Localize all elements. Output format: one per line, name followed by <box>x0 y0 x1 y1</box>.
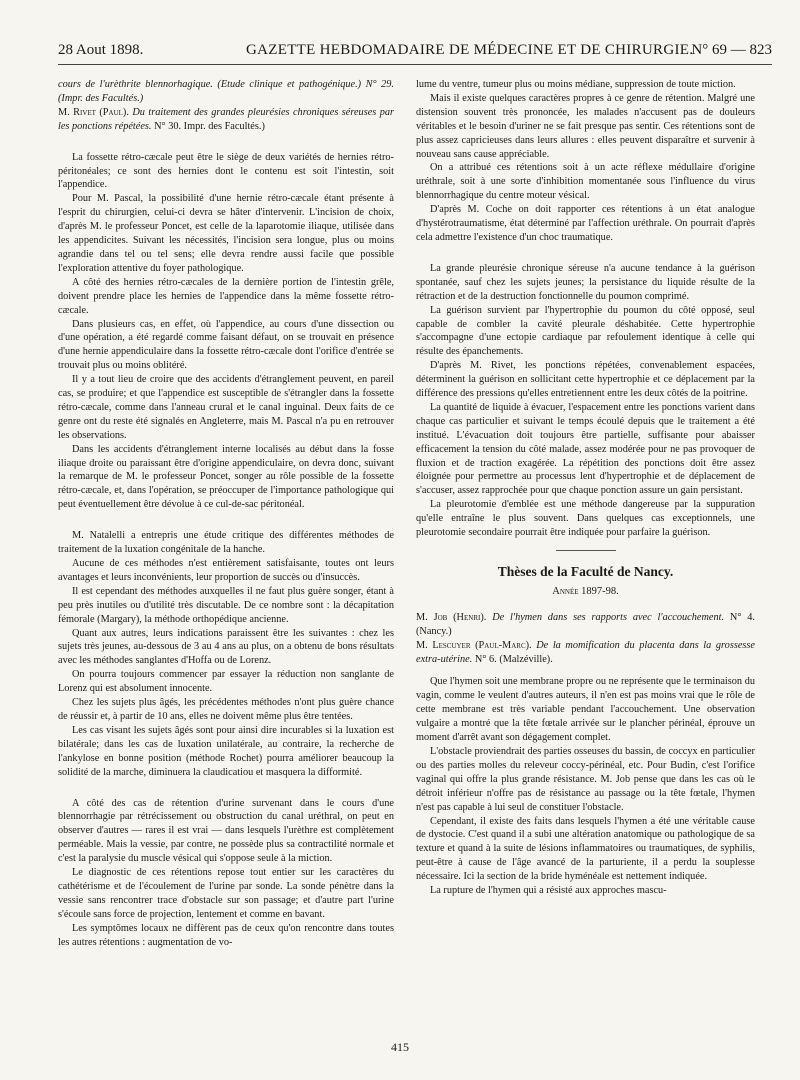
paragraph: D'après M. Coche on doit rapporter ces rétentions à un état analogue d'hystérotraumatisme, état déterminé par l'affection uréthrale. On pourrait d'après cela admettre l'existence d'un choc traumatique. <box>416 204 755 243</box>
thesis-title: Du traitement des grandes pleurésies chroniques séreuses par les ponctions répétées. <box>58 106 394 132</box>
paragraph: M. Natalelli a entrepris une étude critique des différentes méthodes de traitement de la luxation congénitale de la hanche. <box>58 530 394 556</box>
paragraph: On a attribué ces rétentions soit à un acte réflexe médullaire d'origine uréthrale, soit à une sorte d'inhibition momentanée sous l'influence du virus blennorrhagique du centre moteur vésical. <box>416 162 755 202</box>
paragraph: Aucune de ces méthodes n'est entièrement satisfaisante, toutes ont leurs avantages et leurs inconvénients, leur proportion de succès ou d'insuccès. <box>58 558 394 583</box>
paragraph: La pleurotomie d'emblée est une méthode dangereuse par la suppuration qu'elle entraîne le plus souvent. Dans quelques cas exceptionnels, une pleurotomie secondaire pourrait être indiquée pour parfaire la guérison. <box>416 499 755 539</box>
header-date: 28 Aout 1898. <box>58 42 144 58</box>
paragraph: La guérison survient par l'hypertrophie du poumon du côté opposé, seul capable de combler la cavité pleurale déshabitée. Cette hypertrophie s'accompagne d'une ectopie cardiaque par refoulement identique à celle qui résulte des épanchements. <box>416 304 755 358</box>
thesis-number: N° 30. Impr. des Facultés.) <box>154 120 265 132</box>
paragraph: La rupture de l'hymen qui a résisté aux approches mascu- <box>430 885 667 897</box>
paragraph: La grande pleurésie chronique séreuse n'a aucune tendance à la guérison spontanée, sauf chez les sujets jeunes; la persistance du liquide résulte de la rétraction et de la destruction fonctionnelle du poumon comprimé. <box>416 262 755 302</box>
author-name: M. Rivet (Paul). <box>58 106 129 118</box>
left-column <box>58 78 394 949</box>
reference-continued: cours de l'urèthrite blennorhagique. (Etude clinique et pathogénique.) N° 29. (Impr. des Facultés.) <box>58 79 394 104</box>
thesis-title: De l'hymen dans ses rapports avec l'accouchement. <box>492 611 725 623</box>
author-name: M. Lescuyer (Paul-Marc). <box>416 639 532 651</box>
paragraph: A côté des hernies rétro-cæcales de la dernière portion de l'intestin grêle, doivent prendre place les hernies de l'appendice dans la même fossette rétro-cæcale. <box>58 276 394 316</box>
thesis-number: N° 4. (Nancy.) <box>416 611 756 637</box>
section-divider <box>556 550 616 551</box>
reference-job <box>416 611 755 639</box>
paragraph: lume du ventre, tumeur plus ou moins médiane, suppression de toute miction. <box>416 79 736 90</box>
running-header <box>58 40 772 65</box>
paragraph: Il y a tout lieu de croire que des accidents d'étranglement peuvent, en pareil cas, se produire; et que l'appendice est susceptible de s'étrangler dans la fossette rétro-cæcale, comme dans l'anneau crural et le canal inguinal. Deux faits de ce genre ont du reste été signalés en Angleterre, mais M. Pascal n'a pu en retrouver les observations. <box>58 374 394 441</box>
paragraph: Les symptômes locaux ne diffèrent pas de ceux qu'on rencontre dans toutes les autres rétentions : augmentation de vo- <box>58 922 394 948</box>
paragraph: La quantité de liquide à évacuer, l'espacement entre les ponctions varient dans chaque cas particulier et suivant le temps écoulé depuis que le traitement a été institué. L'évacuation doit toujours être partielle, suffisante pour abaisser efficacement la tension du côté malade, assez modérée pour ne pas provoquer de fluxion et de traction exagérée. La répétition des ponctions doit être assez éloignée pour permettre au processus lent d'hypertrophie et de déplacement de s'accuser, assez rapprochée pour que chaque ponction assure un gain persistant. <box>416 401 755 497</box>
page-number: 415 <box>391 1040 409 1054</box>
paragraph: Mais il existe quelques caractères propres à ce genre de rétention. Malgré une distension souvent très prononcée, les malades n'accusent pas de douleurs véritables et le besoin d'uriner ne se fait presque pas sentir. Ces rétentions sont de plus assez capricieuses dans leurs allures : elles peuvent disparaître et survenir à nouveau sans cause appréciable. <box>416 92 755 160</box>
paragraph: On pourra toujours commencer par essayer la réduction non sanglante de Lorenz qui est absolument innocente. <box>58 669 394 695</box>
paragraph: Le diagnostic de ces rétentions repose tout entier sur les caractères du cathétérisme et de l'écoulement de l'urine par sonde. La sonde pénètre dans la vessie sans rencontrer trace d'obstacle sur son passage; et d'autre part l'urine s'écoule sans force de projection, lentement et comme en bavant. <box>58 867 394 920</box>
paragraph: Que l'hymen soit une membrane propre ou ne représente que le terminaison du vagin, comme le veulent d'autres auteurs, il n'en est pas moins vrai que le rôle de cette membrane est très variable pendant l'accouchement. Une observation vulgaire a montré que la tête fœtale arrivée sur le plancher périnéal, éprouve un moment d'arrêt avant son dégagement complet. <box>416 676 755 744</box>
paragraph: Il est cependant des méthodes auxquelles il ne faut plus guère songer, étant à peu près inutiles ou d'utilité très discutable. De ce nombre sont : la décapitation fémorale (Margary), la méthode orthopédique ancienne. <box>58 585 394 625</box>
thesis-title: De la momification du placenta dans la grossesse extra-utérine. <box>416 639 755 665</box>
academic-year: Année 1897-98. <box>552 585 619 597</box>
paragraph: La fossette rétro-cæcale peut être le siège de deux variétés de hernies rétro-péritonéales; ce sont des hernies dont le contenu est soit l'intestin, soit l'appendice. <box>58 151 394 191</box>
paragraph: L'obstacle proviendrait des parties osseuses du bassin, de coccyx en particulier ou des parties molles du releveur coccy-périnéal, etc. Pour Budin, c'est l'orifice vaginal qui offre la plus grande résistance. M. Job pense que dans les cas où le détroit inférieur n'offre pas de résistance au passage ou la tête fœtale, l'hymen n'est pas capable à lui seul de constituer l'obstacle. <box>416 745 755 813</box>
right-column <box>416 78 755 898</box>
journal-title: GAZETTE HEBDOMADAIRE DE MÉDECINE ET DE CHIRURGIE. <box>246 42 694 58</box>
paragraph: Chez les sujets plus âgés, les précédentes méthodes n'ont plus guère chance de réussir et, à partir de 10 ans, elles ne doivent même plus être tentées. <box>58 697 394 722</box>
reference-rivet <box>58 106 394 134</box>
paragraph: Pour M. Pascal, la possibilité d'une hernie rétro-cæcale étant présente à l'esprit du chirurgien, celui-ci devra se hâter d'intervenir. L'incision de choix, d'après M. le professeur Poncet, est celle de la laparotomie iliaque, utilisée dans les appendicites. Suivant les nécessités, l'incision sera longue, plus ou moins agrandie dans tel ou tel sens; elle devra rendre aussi facile que possible l'exploration attentive du foyer pathologique. <box>58 193 394 274</box>
paragraph: D'après M. Rivet, les ponctions répétées, convenablement espacées, déterminent la guérison en sollicitant cette hypertrophie et ce déplacement par la différence des pressions qu'elles entretiennent entre les deux côtés de la poitrine. <box>416 360 755 400</box>
author-name: M. Job (Henri). <box>416 611 487 623</box>
paragraph: A côté des cas de rétention d'urine survenant dans le cours d'une blennorrhagie par rétrécissement ou obstruction du canal uréthral, on peut en observer d'autres — rares il est vrai — dans lesquels l'urèthre est complètement perméable. Mais la vessie, par contre, ne possède plus sa contractilité normale et c'est la paralysie du muscle vésical qui s'oppose seule à la miction. <box>58 797 394 865</box>
reference-lescuyer <box>416 639 755 667</box>
paragraph: Les cas visant les sujets âgés sont pour ainsi dire incurables si la luxation est bilatérale; dans les cas de luxation unilatérale, au contraire, la recherche de l'ankylose en bonne position (méthode Rochet) pourra améliorer beaucoup la solidité de la marche, diminuera la claudicatiou et masquera la difformité. <box>58 724 394 778</box>
paragraph: Quant aux autres, leurs indications paraissent être les suivantes : chez les sujets très jeunes, au-dessous de 3 au 4 ans au plus, on a obtenu de bons résultats avec les méthodes sanglantes d'Hoffa ou de Lorenz. <box>58 627 394 667</box>
thesis-number: N° 6. (Malzéville). <box>474 653 553 665</box>
section-heading: Thèses de la Faculté de Nancy. <box>497 564 674 579</box>
paragraph: Dans plusieurs cas, en effet, où l'appendice, au cours d'une dissection ou d'une opération, a été regardé comme faisant défaut, on se trouvait en présence d'une hernie appendiculaire dans la fossette rétro-cæcale dont l'orifice d'entrée se trouvait plus ou moins oblitéré. <box>58 318 394 372</box>
paragraph: Cependant, il existe des faits dans lesquels l'hymen a été une véritable cause de dystocie. C'est quand il a subi une altération anatomique ou pathologique de sa texture et quand à la suite de lésions inflammatoires ou traumatiques, de syphilis, peut-être à cause de l'âge avancé de la parturiente, il a perdu la souplesse nécessaire. Ici la section de la bride hyménéale est nettement indiquée. <box>416 815 755 883</box>
paragraph: Dans les accidents d'étranglement interne localisés au début dans la fosse iliaque droite ou paraissant être d'origine appendiculaire, on devra donc, suivant la remarque de M. le professeur Poncet, songer au rôle possible de la fossette rétro-cæcale, et, dans l'opération, se préoccuper de l'importance pathologique qui peut éventuellement être dévolue à ce cul-de-sac péritonéal. <box>58 443 394 511</box>
issue-page-number: N° 69 — 823 <box>691 42 772 58</box>
